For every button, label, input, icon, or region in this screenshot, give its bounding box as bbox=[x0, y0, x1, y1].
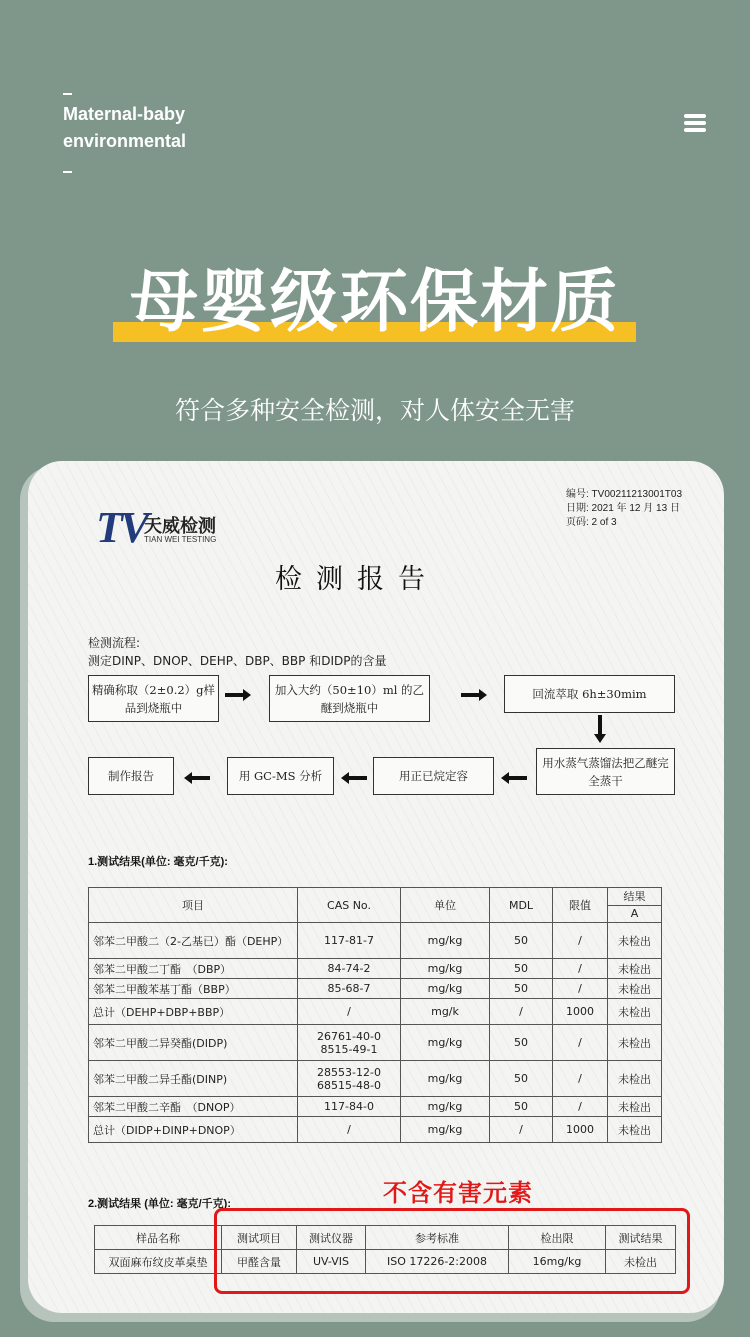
logo-name-cn: 天威检测 bbox=[144, 516, 216, 537]
cell-mdl: / bbox=[490, 999, 553, 1025]
cell-limit: 1000 bbox=[553, 999, 608, 1025]
header-limit: 限值 bbox=[553, 888, 608, 923]
cell-cas: 85-68-7 bbox=[298, 979, 401, 999]
table-row bbox=[89, 1061, 662, 1097]
cell-item: 邻苯二甲酸二辛酯 （DNOP） bbox=[89, 1097, 298, 1117]
arrow-left-icon bbox=[501, 772, 527, 784]
table-row bbox=[89, 1117, 662, 1143]
cell-cas: / bbox=[298, 999, 401, 1025]
header-mdl: MDL bbox=[490, 888, 553, 923]
process-step-2: 加入大约（50±10）ml 的乙醚到烧瓶中 bbox=[269, 675, 430, 722]
test-report-card bbox=[28, 461, 724, 1313]
header-standard: 参考标准 bbox=[366, 1226, 509, 1250]
process-label: 检测流程: bbox=[88, 636, 141, 650]
header-result-sub: A bbox=[608, 905, 662, 923]
cell-mdl: 50 bbox=[490, 1025, 553, 1061]
header-cas: CAS No. bbox=[298, 888, 401, 923]
process-step-3: 回流萃取 6h±30mim bbox=[504, 675, 675, 713]
cell-unit: mg/kg bbox=[401, 1117, 490, 1143]
report-meta bbox=[566, 488, 682, 530]
header-detection-limit: 检出限 bbox=[509, 1226, 606, 1250]
process-intro bbox=[88, 634, 386, 670]
cell-unit: mg/kg bbox=[401, 1097, 490, 1117]
cell-limit: / bbox=[553, 1097, 608, 1117]
cell-limit: / bbox=[553, 923, 608, 959]
cell-item: 总计（DIDP+DINP+DNOP） bbox=[89, 1117, 298, 1143]
process-step-4: 用水蒸气蒸馏法把乙醚完全蒸干 bbox=[536, 748, 675, 795]
cell-mdl: 50 bbox=[490, 1061, 553, 1097]
cell-cas: 117-81-7 bbox=[298, 923, 401, 959]
brand-block bbox=[63, 84, 186, 173]
cell-item: 邻苯二甲酸二（2-乙基已）酯（DEHP） bbox=[89, 923, 298, 959]
cell-item: 邻苯二甲酸二异癸酯(DIDP) bbox=[89, 1025, 298, 1061]
cell-limit: / bbox=[553, 1025, 608, 1061]
arrow-right-icon bbox=[225, 689, 251, 701]
header-test-item: 测试项目 bbox=[222, 1226, 297, 1250]
cell-mdl: 50 bbox=[490, 979, 553, 999]
cell-cas: 84-74-2 bbox=[298, 959, 401, 979]
process-step-6: 用 GC-MS 分析 bbox=[227, 757, 334, 795]
section-1-title: 1.测试结果(单位: 毫克/千克): bbox=[88, 856, 228, 868]
arrow-down-icon bbox=[594, 715, 606, 743]
section-2-title: 2.测试结果 (单位: 毫克/千克): bbox=[88, 1198, 231, 1210]
cell-standard: ISO 17226-2:2008 bbox=[366, 1250, 509, 1274]
cell-result: 未检出 bbox=[608, 1117, 662, 1143]
cell-result: 未检出 bbox=[608, 1097, 662, 1117]
cell-test-result: 未检出 bbox=[606, 1250, 676, 1274]
report-page: 页码: 2 of 3 bbox=[566, 517, 617, 528]
cell-item: 邻苯二甲酸二丁酯 （DBP） bbox=[89, 959, 298, 979]
cell-unit: mg/kg bbox=[401, 959, 490, 979]
cell-mdl: 50 bbox=[490, 959, 553, 979]
report-date: 日期: 2021 年 12 月 13 日 bbox=[566, 503, 680, 514]
phthalate-results-table bbox=[88, 887, 662, 1143]
process-desc: 测定DINP、DNOP、DEHP、DBP、BBP 和DIDP的含量 bbox=[88, 654, 387, 668]
logo-name-en: TIAN WEI TESTING bbox=[144, 535, 217, 544]
table-row bbox=[89, 999, 662, 1025]
hero-title: 母婴级环保材质 bbox=[129, 263, 620, 342]
brand-dash-top bbox=[63, 93, 72, 95]
cell-result: 未检出 bbox=[608, 959, 662, 979]
no-harmful-elements-annotation: 不含有害元素 bbox=[383, 1179, 533, 1207]
header-unit: 单位 bbox=[401, 888, 490, 923]
cell-detection-limit: 16mg/kg bbox=[509, 1250, 606, 1274]
header-instrument: 测试仪器 bbox=[297, 1226, 366, 1250]
cell-unit: mg/kg bbox=[401, 979, 490, 999]
cell-test-item: 甲醛含量 bbox=[222, 1250, 297, 1274]
cell-limit: / bbox=[553, 979, 608, 999]
header-item: 项目 bbox=[89, 888, 298, 923]
hamburger-menu-icon[interactable] bbox=[684, 114, 706, 136]
cell-mdl: 50 bbox=[490, 923, 553, 959]
cell-unit: mg/k bbox=[401, 999, 490, 1025]
cell-cas: 117-84-0 bbox=[298, 1097, 401, 1117]
header-result: 结果 bbox=[608, 888, 662, 906]
table-row bbox=[89, 923, 662, 959]
cell-instrument: UV-VIS bbox=[297, 1250, 366, 1274]
cell-unit: mg/kg bbox=[401, 1025, 490, 1061]
process-step-1: 精确称取（2±0.2）g样品到烧瓶中 bbox=[88, 675, 219, 722]
header-test-result: 测试结果 bbox=[606, 1226, 676, 1250]
arrow-left-icon bbox=[341, 772, 367, 784]
cell-sample: 双面麻布纹皮革桌垫 bbox=[95, 1250, 222, 1274]
cell-result: 未检出 bbox=[608, 979, 662, 999]
report-title: 检测报告 bbox=[275, 564, 439, 595]
table-row bbox=[89, 959, 662, 979]
cell-item: 总计（DEHP+DBP+BBP） bbox=[89, 999, 298, 1025]
cell-unit: mg/kg bbox=[401, 1061, 490, 1097]
cell-unit: mg/kg bbox=[401, 923, 490, 959]
highlight-frame bbox=[214, 1208, 690, 1294]
cell-limit: / bbox=[553, 1061, 608, 1097]
logo-mark: TV bbox=[96, 503, 147, 552]
arrow-right-icon bbox=[461, 689, 487, 701]
cell-mdl: 50 bbox=[490, 1097, 553, 1117]
table-row bbox=[89, 1097, 662, 1117]
table-row bbox=[89, 979, 662, 999]
header-sample: 样品名称 bbox=[95, 1226, 222, 1250]
cell-result: 未检出 bbox=[608, 1061, 662, 1097]
report-number: 编号: TV00211213001T03 bbox=[566, 489, 683, 500]
cell-result: 未检出 bbox=[608, 923, 662, 959]
cell-limit: 1000 bbox=[553, 1117, 608, 1143]
cell-cas: 28553-12-0 68515-48-0 bbox=[298, 1061, 401, 1097]
cell-result: 未检出 bbox=[608, 999, 662, 1025]
table-row bbox=[89, 1025, 662, 1061]
cell-item: 邻苯二甲酸二异壬酯(DINP) bbox=[89, 1061, 298, 1097]
cell-mdl: / bbox=[490, 1117, 553, 1143]
arrow-left-icon bbox=[184, 772, 210, 784]
process-step-5: 用正已烷定容 bbox=[373, 757, 494, 795]
process-step-7: 制作报告 bbox=[88, 757, 174, 795]
brand-line-2: environmental bbox=[63, 131, 187, 151]
cell-result: 未检出 bbox=[608, 1025, 662, 1061]
cell-limit: / bbox=[553, 959, 608, 979]
brand-dash-bottom bbox=[63, 171, 72, 173]
brand-line-1: Maternal-baby bbox=[63, 104, 186, 124]
hero-subtitle: 符合多种安全检测，对人体安全无害 bbox=[174, 396, 575, 425]
cell-cas: 26761-40-0 8515-49-1 bbox=[298, 1025, 401, 1061]
cell-cas: / bbox=[298, 1117, 401, 1143]
cell-item: 邻苯二甲酸苯基丁酯（BBP） bbox=[89, 979, 298, 999]
